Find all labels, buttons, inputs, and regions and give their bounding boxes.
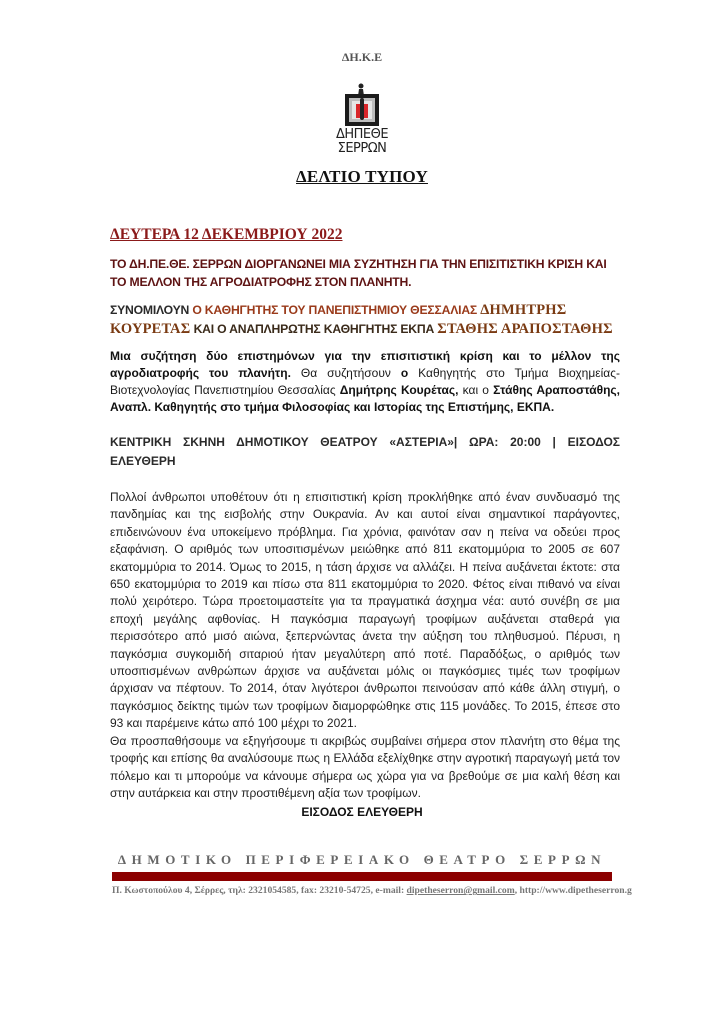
intro-paragraph (110, 348, 620, 416)
logo-text-line2: ΣΕΡΡΩΝ (337, 141, 387, 156)
logo-emblem (337, 82, 387, 128)
venue-location: ΚΕΝΤΡΙΚΗ ΣΚΗΝΗ ΔΗΜΟΤΙΚΟΥ ΘΕΑΤΡΟΥ «ΑΣΤΕΡΙΑ»| (110, 435, 458, 449)
body-text (110, 489, 620, 802)
logo-text-line1: ΔΗΠΕΘΕ (335, 127, 389, 142)
free-entry-label: ΕΙΣΟΔΟΣ ΕΛΕΥΘΕΡΗ (301, 805, 423, 820)
speaker-name-2: ΣΤΑΘΗΣ ΑΡΑΠΟΣΤΑΘΗΣ (437, 321, 613, 337)
speakers-lead: ΣΥΝΟΜΙΛΟΥΝ (110, 303, 190, 317)
footer-address: Π. Κωστοπούλου 4, Σέρρες, τηλ: 2321054585, fax: 23210-54725, e-mail: (112, 885, 407, 897)
body-paragraph-2: Θα προσπαθήσουμε να εξηγήσουμε τι ακριβώς συμβαίνει σήμερα στον πλανήτη στο θέμα της τροφής και επίσης θα αναλύσουμε πως η Ελλάδα εξελίχθηκε στην αγροτική παραγωγή μετά τον πόλεμο και τι μπορούμε να κάνουμε σήμερα ως χώρα για να βρεθούμε σε μια καλή θέση και στην αυτάρκεια και στην προστιθέμενη αξία των τροφίμων. (110, 733, 620, 800)
speakers-part1: Ο ΚΑΘΗΓΗΤΗΣ ΤΟΥ ΠΑΝΕΠΙΣΤΗΜΙΟΥ ΘΕΣΣΑΛΙΑΣ (192, 303, 478, 317)
document-title: ΔΕΛΤΙΟ ΤΥΠΟΥ (296, 167, 428, 186)
intro-text2: Καθηγητής στο Τμήμα Βιοχημείας-Βιοτεχνολογίας Πανεπιστημίου Θεσσαλίας (110, 366, 620, 397)
speakers-line (110, 301, 620, 339)
venue-info (110, 433, 620, 471)
intro-article: ο (400, 366, 409, 380)
footer-theatre-name: ΔΗΜΟΤΙΚΟ ΠΕΡΙΦΕΡΕΙΑΚΟ ΘΕΑΤΡΟ ΣΕΡΡΩΝ (117, 852, 607, 868)
speaker-name-1: ΔΗΜΗΤΡΗΣ ΚΟΥΡΕΤΑΣ (110, 302, 567, 337)
footer-website[interactable]: , http://www.dipetheserron.g (514, 885, 632, 897)
intro-name2: Στάθης Αραποστάθης, Αναπλ. Καθηγητής στο τμήμα Φιλοσοφίας και Ιστορίας της Επιστήμης, ΕΚΠΑ. (110, 383, 620, 414)
venue-time: ΩΡΑ: 20:00 (469, 435, 541, 449)
venue-entry: ΕΙΣΟΔΟΣ ΕΛΕΥΘΕΡΗ (110, 435, 620, 468)
intro-bold-lead: Μια συζήτηση δύο επιστημόνων για την επισιτιστική κρίση και το μέλλον της αγροδιατροφής του πλανήτη. (110, 349, 620, 380)
intro-text1: Θα συζητήσουν (300, 366, 391, 380)
footer-contact (112, 884, 712, 897)
footer-email-link[interactable]: dipetheserron@gmail.com (406, 885, 515, 897)
speakers-part2: ΚΑΙ Ο ΑΝΑΠΛΗΡΩΤΗΣ ΚΑΘΗΓΗΤΗΣ ΕΚΠΑ (193, 322, 435, 336)
logo-frame (345, 94, 379, 126)
theatre-logo-icon (337, 82, 387, 156)
event-date: ΔΕΥΤΕΡΑ 12 ΔΕΚΕΜΒΡΙΟΥ 2022 (110, 226, 343, 243)
logo-wordmark (327, 128, 397, 156)
venue-separator: | (552, 435, 556, 449)
headline: ΤΟ ΔΗ.ΠΕ.ΘΕ. ΣΕΡΡΩΝ ΔΙΟΡΓΑΝΩΝΕΙ ΜΙΑ ΣΥΖΗΤΗΣΗ ΓΙΑ ΤΗΝ ΕΠΙΣΙΤΙΣΤΙΚΗ ΚΡΙΣΗ ΚΑΙ ΤΟ ΜΕΛΛΟΝ ΤΗΣ ΑΓΡΟΔΙΑΤΡΟΦΗΣ ΣΤΟΝ ΠΛΑΝΗΤΗ. (110, 257, 607, 289)
intro-text3: και ο (462, 383, 489, 397)
body-paragraph-1: Πολλοί άνθρωποι υποθέτουν ότι η επισιτιστική κρίση προκλήθηκε από έναν συνδυασμό της πανδημίας και της εισβολής στην Ουκρανία. Αν και αυτοί είναι σημαντικοί παράγοντες, επιδεινώνουν ένα υποκείμενο πρόβλημα. Για χρόνια, φαινόταν σαν η πείνα να οδεύει προς εξαφάνιση. Ο αριθμός των υποσιτισμένων μειώθηκε από 811 εκατομμύρια το 2005 σε 607 εκατομμύρια το 2014. Όμως το 2015, η τάση άρχισε να αλλάζει. Η πείνα αυξάνεται έκτοτε: στα 650 εκατομμύρια το 2019 και πίσω στα 811 εκατομμύρια το 2020. Φέτος είναι πιθανό να είναι πολύ χειρότερο. Τώρα προετοιμαστείτε για τα πραγματικά άσχημα νέα: αυτό συνέβη σε μια εποχή μεγάλης αφθονίας. Η παγκόσμια παραγωγή τροφίμων αυξάνεται σταθερά για περισσότερο από μισό αιώνα, ξεπερνώντας άνετα την αύξηση του πληθυσμού. Πέρυσι, η παγκόσμια συγκομιδή σιταριού ήταν μεγαλύτερη από ποτέ. Παραδόξως, ο αριθμός των υποσιτισμένων ανθρώπων άρχισε να αυξάνεται μόλις οι παγκόσμιες τιμές των τροφίμων άρχισαν να πέφτουν. Το 2014, όταν λιγότεροι άνθρωποι πεινούσαν από κάθε άλλη στιγμή, ο παγκόσμιος δείκτης τιμών των τροφίμων διαμορφώθηκε στις 115 μονάδες. Το 2015, έπεσε στο 93 και παρέμεινε κάτω από 100 μέχρι το 2021. (110, 490, 620, 731)
footer-divider-bar (112, 872, 612, 881)
org-label: ΔΗ.Κ.Ε (341, 50, 383, 64)
intro-name1: Δημήτρης Κουρέτας, (339, 383, 459, 397)
